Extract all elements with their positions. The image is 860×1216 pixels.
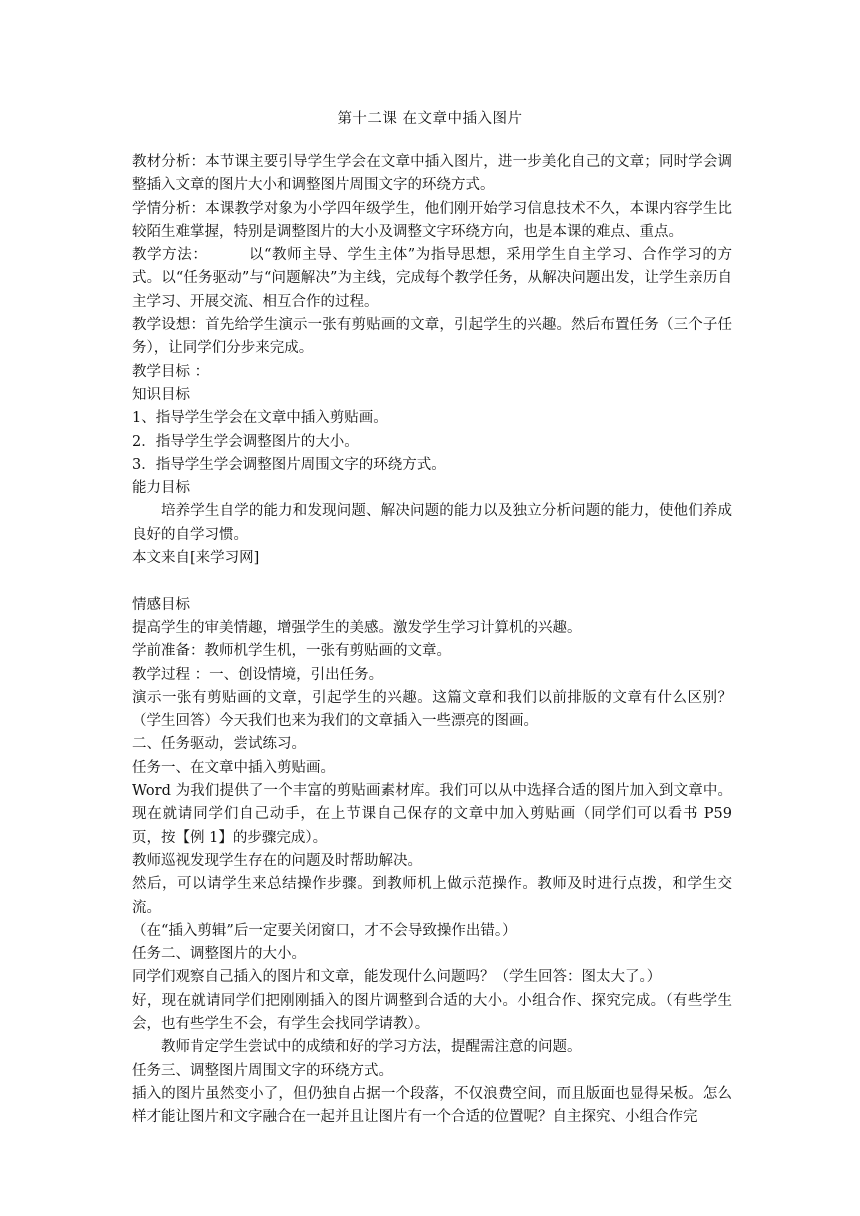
blank-line [132,570,732,593]
paragraph-task-1: Word 为我们提供了一个丰富的剪贴画素材库。我们可以从中选择合适的图片加入到文章中。现在就请同学们自己动手，在上节课自己保存的文章中加入剪贴画（同学们可以看书 P59 页，按【例 1】的步骤完成）。 [132,783,732,846]
heading-task-2: 任务二、调整图片的大小。 [132,946,306,963]
document-body [132,151,732,1129]
paragraph-task-2: 好，现在就请同学们把刚刚插入的图片调整到合适的大小。小组合作、探究完成。（有些学生会，也有些学生不会，有学生会找同学请教）。 [132,992,732,1032]
paragraph-teaching-method: 教学方法： 以“教师主导、学生主体”为指导思想，采用学生自主学习、合作学习的方式。以“任务驱动”与“问题解决”为主线，完成每个教学任务，从解决问题出发，让学生亲历自主学习、开展交流、相互合作的过程。 [132,247,732,310]
paragraph-task-3: 插入的图片虽然变小了，但仍独自占据一个段落，不仅浪费空间，而且版面也显得呆板。怎么样才能让图片和文字融合在一起并且让图片有一个合适的位置呢？自主探究、小组合作完 [132,1085,732,1126]
paragraph-note: （在“插入剪辑”后一定要关闭窗口，才不会导致操作出错。） [132,922,517,939]
paragraph-teacher-praise: 教师肯定学生尝试中的成绩和好的学习方法，提醒需注意的问题。 [161,1039,582,1056]
paragraph-preparation: 学前准备：教师机学生机，一张有剪贴画的文章。 [132,643,451,660]
heading-task-3: 任务三、调整图片周围文字的环绕方式。 [132,1062,393,1079]
heading-emotion-goals: 情感目标 [132,596,190,613]
heading-ability-goals: 能力目标 [132,480,190,497]
heading-task-1: 任务一、在文章中插入剪贴画。 [132,759,335,776]
paragraph-teaching-idea: 教学设想：首先给学生演示一张有剪贴画的文章，引起学生的兴趣。然后布置任务（三个子任务），让同学们分步来完成。 [132,317,732,357]
paragraph-material-analysis: 教材分析：本节课主要引导学生学会在文章中插入图片，进一步美化自己的文章；同时学会调整插入文章的图片大小和调整图片周围文字的环绕方式。 [132,154,732,194]
paragraph-observe: 同学们观察自己插入的图片和文章，能发现什么问题吗？（学生回答：图太大了。） [132,969,662,986]
list-item-goal-1: 1、指导学生学会在文章中插入剪贴画。 [132,410,388,427]
list-item-goal-2: 2．指导学生学会调整图片的大小。 [132,433,359,450]
paragraph-student-analysis: 学情分析：本课教学对象为小学四年级学生，他们刚开始学习信息技术不久，本课内容学生比较陌生难掌握，特别是调整图片的大小及调整文字环绕方向，也是本课的难点、重点。 [132,200,732,240]
heading-knowledge-goals: 知识目标 [132,386,190,403]
paragraph-process-step-2: 二、任务驱动，尝试练习。 [132,736,306,753]
source-note: 本文来自[来学习网] [132,550,260,567]
paragraph-teacher-patrol: 教师巡视发现学生存在的问题及时帮助解决。 [132,852,422,869]
paragraph-summary: 然后，可以请学生来总结操作步骤。到教师机上做示范操作。教师及时进行点拨，和学生交流。 [132,876,732,916]
paragraph-ability-goals: 培养学生自学的能力和发现问题、解决问题的能力以及独立分析问题的能力，使他们养成良好的自学习惯。 [132,503,732,543]
paragraph-emotion-goals: 提高学生的审美情趣，增强学生的美感。激发学生学习计算机的兴趣。 [132,619,582,636]
list-item-goal-3: 3．指导学生学会调整图片周围文字的环绕方式。 [132,456,446,473]
heading-teaching-goals: 教学目标 ： [132,363,210,380]
paragraph-process-step-1: 教学过程 ：一、创设情境，引出任务。 [132,666,384,683]
paragraph-demo: 演示一张有剪贴画的文章，引起学生的兴趣。这篇文章和我们以前排版的文章有什么区别？（学生回答）今天我们也来为我们的文章插入一些漂亮的图画。 [132,689,732,730]
document-title: 第十二课 在文章中插入图片 [337,111,523,127]
